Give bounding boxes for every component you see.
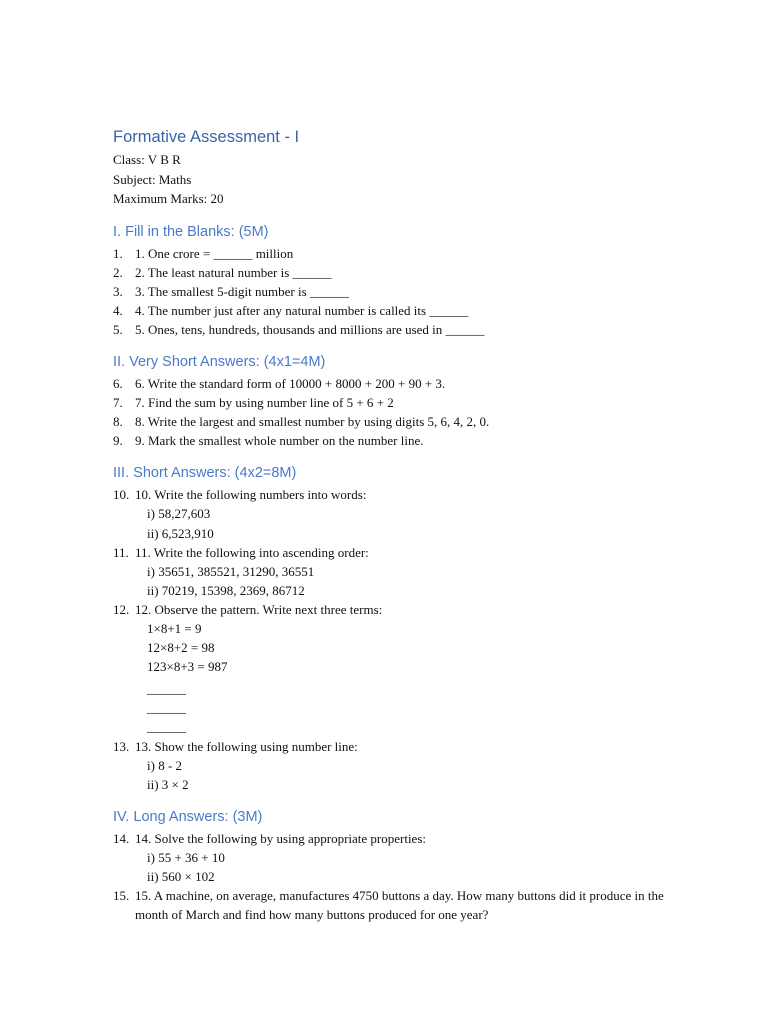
question-number: 13. — [113, 738, 130, 754]
question-item — [113, 886, 673, 924]
question-number: 9. — [113, 433, 123, 449]
question-number: 12. — [113, 601, 130, 617]
question-item — [113, 393, 673, 412]
pattern-line: 12×8+2 = 98 — [147, 640, 215, 656]
question-text: 5. Ones, tens, hundreds, thousands and millions are used in ______ — [135, 321, 485, 337]
subject-line: Subject: Maths — [113, 171, 192, 187]
sub-question: i) 55 + 36 + 10 — [147, 849, 225, 865]
max-marks-line: Maximum Marks: 20 — [113, 191, 224, 206]
question-text: 9. Mark the smallest whole number on the number line. — [135, 433, 424, 449]
question-item — [113, 244, 673, 263]
sub-question: i) 35651, 385521, 31290, 36551 — [147, 563, 315, 579]
question-number: 5. — [113, 321, 123, 337]
section-heading-very-short: II. Very Short Answers: (4x1=4M) — [113, 353, 326, 370]
question-item — [113, 431, 673, 450]
question-number: 7. — [113, 395, 123, 411]
question-item — [113, 600, 673, 619]
question-item — [113, 737, 673, 756]
section-heading-long: IV. Long Answers: (3M) — [113, 808, 263, 825]
pattern-line: 1×8+1 = 9 — [147, 621, 202, 636]
question-text: 13. Show the following using number line: — [135, 738, 358, 754]
question-number: 8. — [113, 414, 123, 430]
sub-question: ii) 6,523,910 — [147, 525, 214, 541]
sub-question: i) 8 - 2 — [147, 757, 183, 773]
question-text: 6. Write the standard form of 10000 + 8000 + 200 + 90 + 3. — [135, 375, 446, 391]
question-text: 4. The number just after any natural number is called its ______ — [135, 302, 469, 318]
question-item — [113, 263, 673, 282]
answer-blank: ______ — [147, 719, 186, 735]
question-text: 2. The least natural number is ______ — [135, 264, 332, 280]
question-item — [113, 301, 673, 320]
question-text: 1. One crore = ______ million — [135, 245, 294, 261]
question-item — [113, 320, 673, 339]
question-item — [113, 282, 673, 301]
sub-question: ii) 3 × 2 — [147, 776, 189, 792]
question-item — [113, 543, 673, 562]
question-number: 3. — [113, 283, 123, 299]
sub-question: i) 58,27,603 — [147, 506, 211, 522]
question-text: 7. Find the sum by using number line of 5 + 6 + 2 — [135, 395, 394, 411]
question-text: 14. Solve the following by using appropriate properties: — [135, 830, 427, 846]
answer-blank: ______ — [147, 700, 186, 716]
section-heading-short: III. Short Answers: (4x2=8M) — [113, 465, 297, 482]
class-line: Class: V B R — [113, 152, 181, 167]
answer-blank: ______ — [147, 681, 186, 697]
document-page — [113, 122, 673, 924]
question-text: 10. Write the following numbers into words: — [135, 487, 367, 503]
question-item — [113, 374, 673, 393]
question-text: 3. The smallest 5-digit number is ______ — [135, 283, 349, 299]
question-number: 1. — [113, 245, 123, 261]
question-number: 2. — [113, 264, 123, 280]
pattern-line: 123×8+3 = 987 — [147, 659, 228, 675]
question-text: 11. Write the following into ascending order: — [135, 544, 369, 560]
question-number: 15. — [113, 888, 130, 904]
question-number: 4. — [113, 302, 123, 318]
document-title: Formative Assessment - I — [113, 128, 300, 146]
section-heading-fill-blanks: I. Fill in the Blanks: (5M) — [113, 223, 269, 240]
question-number: 10. — [113, 487, 130, 503]
question-item — [113, 829, 673, 848]
question-text: 15. A machine, on average, manufactures 4750 buttons a day. How many buttons did it produce in the month of March and find how many buttons produced for one year? — [135, 888, 664, 923]
sub-question: ii) 70219, 15398, 2369, 86712 — [147, 582, 305, 598]
question-text: 8. Write the largest and smallest number by using digits 5, 6, 4, 2, 0. — [135, 414, 490, 430]
question-item — [113, 485, 673, 504]
question-text: 12. Observe the pattern. Write next three terms: — [135, 601, 383, 617]
question-item — [113, 412, 673, 431]
sub-question: ii) 560 × 102 — [147, 869, 215, 885]
question-number: 14. — [113, 830, 130, 846]
question-number: 11. — [113, 544, 129, 560]
question-number: 6. — [113, 375, 123, 391]
